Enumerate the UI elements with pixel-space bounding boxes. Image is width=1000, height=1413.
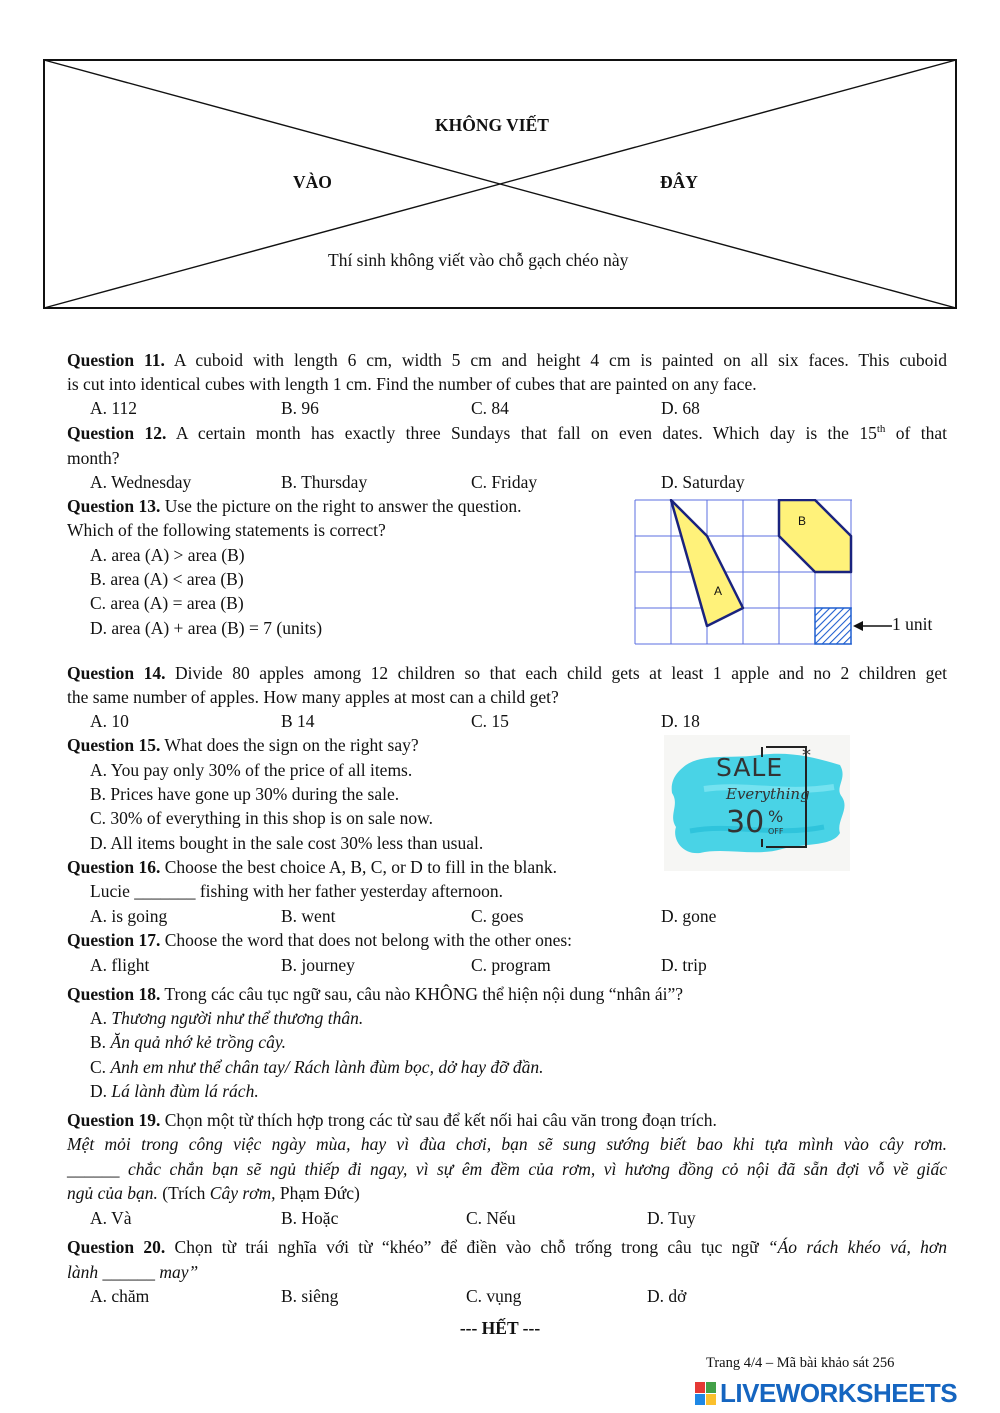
- box-title: KHÔNG VIẾT: [435, 115, 549, 135]
- q13-line2: Which of the following statements is correct?: [67, 520, 386, 540]
- brand-logo: [694, 1378, 994, 1410]
- q12-line2: month?: [67, 448, 120, 468]
- q18-line1: Question 18. Trong các câu tục ngữ sau, câu nào KHÔNG thể hiện nội dung “nhân ái”?: [67, 984, 684, 1004]
- no-write-box: [43, 59, 957, 309]
- q12-option-b[interactable]: B. Thursday: [281, 472, 368, 492]
- q18-option-c[interactable]: C. Anh em như thể chân tay/ Rách lành đùm bọc, dở hay đỡ đần.: [90, 1057, 544, 1077]
- q16-line1: Question 16. Choose the best choice A, B, C, or D to fill in the blank.: [67, 857, 557, 877]
- shape-b: [779, 500, 851, 572]
- q16-option-d[interactable]: D. gone: [661, 906, 717, 926]
- brand-name: LIVEWORKSHEETS: [720, 1378, 958, 1408]
- q20-line2: lành ______ may”: [67, 1262, 199, 1282]
- q11-option-c[interactable]: C. 84: [471, 398, 509, 418]
- q13-option-a[interactable]: A. area (A) > area (B): [90, 545, 245, 565]
- arrow-head-icon: [853, 621, 863, 631]
- q13-option-b[interactable]: B. area (A) < area (B): [90, 569, 244, 589]
- q18-option-a[interactable]: A. Thương người như thể thương thân.: [90, 1008, 364, 1028]
- q17-option-d[interactable]: D. trip: [661, 955, 707, 975]
- end-mark: --- HẾT ---: [459, 1318, 541, 1338]
- page-footer: Trang 4/4 – Mã bài khảo sát 256: [706, 1355, 895, 1371]
- q19-line3: ______ chắc chắn bạn sẽ ngủ thiếp đi ngay, vì sự êm đềm của rơm, vì hương đồng cỏ nội đã sẵn đợi vỗ về giấc: [67, 1159, 947, 1179]
- shape-a-label: A: [714, 584, 723, 598]
- q15-label: Question 15.: [67, 735, 161, 755]
- q11-line1: Question 11. A cuboid with length 6 cm, width 5 cm and height 4 cm is painted on all six faces. This cuboid: [67, 350, 947, 370]
- q19-option-b[interactable]: B. Hoặc: [281, 1208, 339, 1228]
- unit-square: [815, 608, 851, 644]
- q15-option-a[interactable]: A. You pay only 30% of the price of all items.: [90, 760, 413, 780]
- q19-option-c[interactable]: C. Nếu: [466, 1208, 516, 1228]
- q15-line1: Question 15. What does the sign on the right say?: [67, 735, 419, 755]
- q18-option-d[interactable]: D. Lá lành đùm lá rách.: [90, 1081, 259, 1101]
- q16-option-c[interactable]: C. goes: [471, 906, 524, 926]
- unit-label: 1 unit: [892, 614, 933, 634]
- sale-percent: %: [768, 807, 784, 826]
- shape-b-label: B: [798, 514, 807, 528]
- q15-option-c[interactable]: C. 30% of everything in this shop is on sale now.: [90, 808, 434, 828]
- q11-option-b[interactable]: B. 96: [281, 398, 319, 418]
- q12-line1: Question 12. A certain month has exactly three Sundays that fall on even dates. Which day is the 15th of that: [67, 423, 947, 443]
- sale-asterisk: *: [802, 745, 811, 766]
- box-right-word: ĐÂY: [660, 172, 698, 192]
- q12-option-d[interactable]: D. Saturday: [661, 472, 745, 492]
- q14-label: Question 14.: [67, 663, 166, 683]
- q11-label: Question 11.: [67, 350, 165, 370]
- box-note: Thí sinh không viết vào chỗ gạch chéo này: [328, 250, 629, 270]
- q14-option-b[interactable]: B 14: [281, 711, 315, 731]
- q20-label: Question 20.: [67, 1237, 166, 1257]
- q20-option-c[interactable]: C. vụng: [466, 1286, 522, 1306]
- q17-option-c[interactable]: C. program: [471, 955, 551, 975]
- q17-label: Question 17.: [67, 930, 161, 950]
- box-left-word: VÀO: [293, 172, 332, 192]
- q14-line1: Question 14. Divide 80 apples among 12 children so that each child gets at least 1 apple and no 2 children get: [67, 663, 947, 683]
- sale-number: 30: [726, 805, 765, 840]
- liveworksheets-logo-icon: [694, 1381, 718, 1407]
- q20-line1: Question 20. Chọn từ trái nghĩa với từ “khéo” để điền vào chỗ trống trong câu tục ngữ “Áo rách khéo vá, hơn: [67, 1237, 947, 1257]
- q14-option-a[interactable]: A. 10: [90, 711, 129, 731]
- q20-option-b[interactable]: B. siêng: [281, 1286, 339, 1306]
- q17-option-b[interactable]: B. journey: [281, 955, 355, 975]
- q16-option-a[interactable]: A. is going: [90, 906, 168, 926]
- q15-option-b[interactable]: B. Prices have gone up 30% during the sale.: [90, 784, 400, 804]
- q19-option-a[interactable]: A. Và: [90, 1208, 132, 1228]
- q13-grid-figure: [634, 499, 944, 647]
- sale-everything: Everything: [726, 785, 810, 803]
- q19-line1: Question 19. Chọn một từ thích hợp trong các từ sau để kết nối hai câu văn trong đoạn trích.: [67, 1110, 717, 1130]
- sale-off: OFF: [768, 827, 784, 836]
- q13-option-d[interactable]: D. area (A) + area (B) = 7 (units): [90, 618, 323, 638]
- q17-line1: Question 17. Choose the word that does not belong with the other ones:: [67, 930, 573, 950]
- q14-line2: the same number of apples. How many apples at most can a child get?: [67, 687, 559, 707]
- q14-option-c[interactable]: C. 15: [471, 711, 509, 731]
- q12-option-a[interactable]: A. Wednesday: [90, 472, 192, 492]
- q11-option-d[interactable]: D. 68: [661, 398, 700, 418]
- q18-label: Question 18.: [67, 984, 161, 1004]
- q17-option-a[interactable]: A. flight: [90, 955, 150, 975]
- q18-option-b[interactable]: B. Ăn quả nhớ kẻ trồng cây.: [90, 1032, 286, 1052]
- q19-label: Question 19.: [67, 1110, 161, 1130]
- q11-option-a[interactable]: A. 112: [90, 398, 137, 418]
- q13-label: Question 13.: [67, 496, 161, 516]
- q15-option-d[interactable]: D. All items bought in the sale cost 30% less than usual.: [90, 833, 484, 853]
- q19-option-d[interactable]: D. Tuy: [647, 1208, 696, 1228]
- q16-label: Question 16.: [67, 857, 161, 877]
- q20-option-d[interactable]: D. dở: [647, 1286, 687, 1306]
- q14-option-d[interactable]: D. 18: [661, 711, 700, 731]
- q19-line4: ngủ của bạn. (Trích Cây rơm, Phạm Đức): [67, 1183, 360, 1203]
- q13-line1: Question 13. Use the picture on the right to answer the question.: [67, 496, 522, 516]
- q20-option-a[interactable]: A. chăm: [90, 1286, 150, 1306]
- q12-label: Question 12.: [67, 423, 167, 443]
- q19-line2: Mệt mỏi trong công việc ngày mùa, hay vì đùa chơi, bạn sẽ sung sướng biết bao khi tựa mình vào cây rơm.: [67, 1134, 947, 1154]
- q12-option-c[interactable]: C. Friday: [471, 472, 538, 492]
- q13-option-c[interactable]: C. area (A) = area (B): [90, 593, 244, 613]
- q16-option-b[interactable]: B. went: [281, 906, 336, 926]
- q11-line2: is cut into identical cubes with length 1 cm. Find the number of cubes that are painted on any face.: [67, 374, 757, 394]
- sale-sign: [664, 735, 850, 871]
- q16-line2: Lucie _______ fishing with her father yesterday afternoon.: [90, 881, 504, 901]
- sale-word: SALE: [716, 753, 784, 782]
